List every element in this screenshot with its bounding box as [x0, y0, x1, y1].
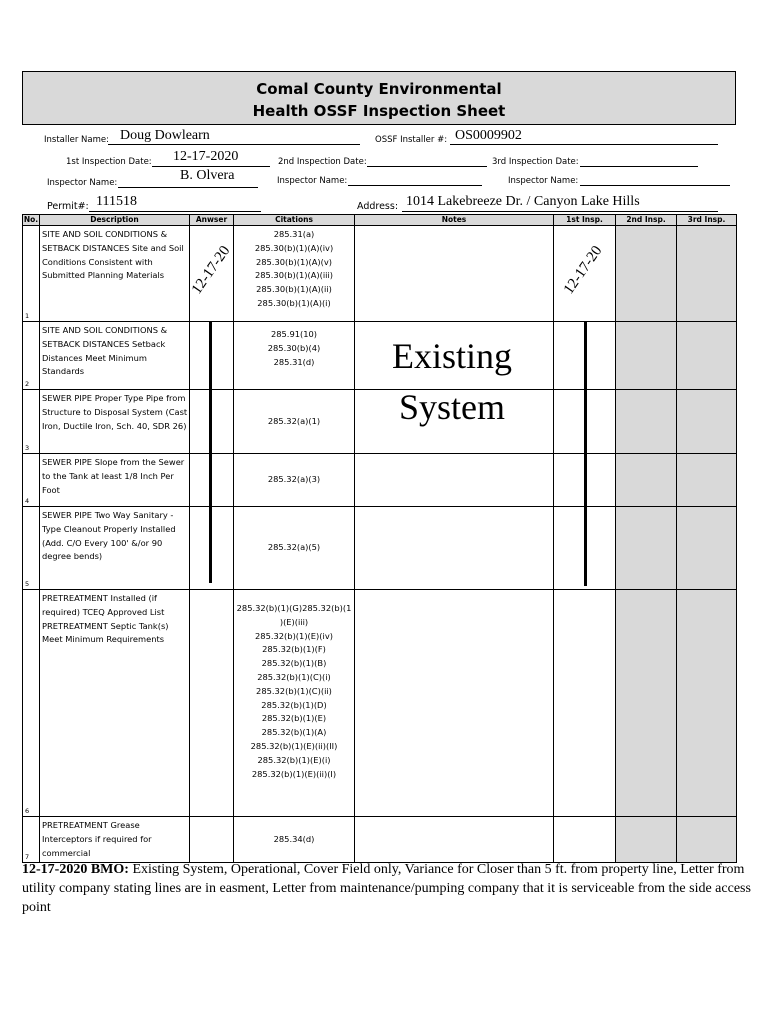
row-citations: [234, 322, 354, 369]
citation: 285.30(b)(1)(A)(ii): [256, 284, 332, 295]
insp1-cell[interactable]: [554, 590, 616, 817]
citation: 285.31(d): [273, 356, 315, 367]
row-description: SEWER PIPE Two Way Sanitary - Type Cleanout Properly Installed (Add. C/O Every 100' &/or 90 degree bends): [42, 510, 176, 562]
answer-line-mark: [209, 321, 212, 583]
table-row: [23, 226, 737, 322]
col-description: Description: [40, 215, 190, 226]
row-number: 4: [25, 497, 30, 505]
citation: 285.30(b)(1)(A)(iii): [254, 270, 334, 281]
citation: 285.32(b)(1)(B): [261, 658, 327, 669]
col-2nd-insp: 2nd Insp.: [616, 215, 677, 226]
insp-date-handwritten: 12-17-20: [560, 243, 606, 298]
citation: )(E)(iii): [279, 616, 309, 627]
citation: 285.34(d): [273, 833, 315, 844]
second-date-line: [367, 165, 487, 167]
address-value: 1014 Lakebreeze Dr. / Canyon Lake Hills: [406, 194, 640, 209]
insp3-cell[interactable]: [677, 226, 737, 322]
table-row: [23, 507, 737, 590]
inspector-value-1: B. Olvera: [180, 168, 235, 183]
citation: 285.32(b)(1)(E)(iv): [255, 630, 333, 641]
first-date-line: [152, 165, 270, 167]
citation: 285.32(a)(5): [267, 542, 321, 553]
insp2-cell[interactable]: [616, 322, 677, 390]
insp3-cell[interactable]: [677, 454, 737, 507]
row-description: SEWER PIPE Slope from the Sewer to the Tank at least 1/8 Inch Per Foot: [42, 457, 185, 495]
first-date-value: 12-17-2020: [173, 149, 239, 164]
citation: 285.32(a)(3): [267, 474, 321, 485]
second-date-label: 2nd Inspection Date:: [278, 157, 367, 167]
row-number: 3: [25, 444, 30, 452]
row-number: 7: [25, 853, 30, 861]
citation: 285.30(b)(1)(A)(i): [257, 297, 331, 308]
inspector-line-1: [118, 186, 258, 188]
row-citations: [234, 226, 354, 311]
row-citations: [234, 590, 354, 781]
insp2-cell[interactable]: [616, 390, 677, 454]
citation: 285.30(b)(1)(A)(iv): [254, 242, 334, 253]
insp2-cell[interactable]: [616, 590, 677, 817]
table-row: [23, 590, 737, 817]
citation: 285.32(b)(1)(E)(i): [257, 754, 331, 765]
notes-cell[interactable]: [355, 817, 554, 863]
citation: 285.91(10): [270, 329, 318, 339]
citation: 285.32(b)(1)(G)285.32(b)(1: [236, 603, 352, 613]
first-date-label: 1st Inspection Date:: [66, 157, 152, 167]
notes-date: 12-17-2020 BMO:: [22, 862, 129, 877]
third-date-line: [580, 165, 698, 167]
col-answer: Anwser: [190, 215, 234, 226]
citation: 285.32(b)(1)(C)(i): [257, 671, 331, 682]
insp2-cell[interactable]: [616, 817, 677, 863]
title-line-2: Health OSSF Inspection Sheet: [252, 102, 506, 120]
installer-name-label: Installer Name:: [44, 135, 109, 145]
insp2-cell[interactable]: [616, 454, 677, 507]
row-number: 5: [25, 580, 30, 588]
row-number: 6: [25, 807, 30, 815]
page-title: [22, 71, 736, 125]
citation: 285.30(b)(1)(A)(v): [255, 256, 333, 267]
installer-name-value: Doug Dowlearn: [120, 128, 210, 143]
citation: 285.31(a): [273, 229, 315, 239]
col-notes: Notes: [355, 215, 554, 226]
row-citations: [234, 473, 354, 487]
row-description: SITE AND SOIL CONDITIONS & SETBACK DISTANCES Site and Soil Conditions Consistent with Submitted Planning Materials: [42, 229, 184, 281]
row-description: SEWER PIPE Proper Type Pipe from Structure to Disposal System (Cast Iron, Ductile Iron, Sch. 40, SDR 26): [42, 393, 188, 431]
answer-cell[interactable]: [190, 590, 234, 817]
notes-cell[interactable]: [355, 590, 554, 817]
row-citations: [234, 415, 354, 429]
citation: 285.32(b)(1)(D): [261, 699, 327, 710]
notes-cell[interactable]: [355, 454, 554, 507]
col-3rd-insp: 3rd Insp.: [677, 215, 737, 226]
row-citations: [234, 541, 354, 555]
col-no: No.: [23, 215, 39, 224]
inspector-line-2: [348, 184, 482, 186]
row-number: 2: [25, 380, 30, 388]
table-row: [23, 817, 737, 863]
existing-handwritten: Existing: [391, 336, 512, 376]
address-label: Address:: [357, 201, 399, 212]
insp3-cell[interactable]: [677, 817, 737, 863]
notes-cell[interactable]: [355, 226, 554, 322]
permit-line: [89, 210, 261, 212]
row-number: 1: [25, 312, 30, 320]
citation: 285.30(b)(4): [267, 342, 321, 353]
inspector-label-3: Inspector Name:: [508, 176, 579, 186]
col-citations: Citations: [234, 215, 355, 226]
inspector-label-2: Inspector Name:: [277, 176, 348, 186]
insp3-cell[interactable]: [677, 390, 737, 454]
notes-body: Existing System, Operational, Cover Field only, Variance for Closer than 5 ft. from property line, Letter from utility company stating lines are in easment, Letter from maintenance/pumping company that it is serviceable from the side access point: [22, 862, 751, 915]
insp3-cell[interactable]: [677, 322, 737, 390]
system-handwritten: System: [398, 387, 505, 427]
title-line-1: Comal County Environmental: [256, 80, 502, 98]
insp3-cell[interactable]: [677, 590, 737, 817]
permit-label: Permit#:: [47, 201, 89, 212]
inspection-table: [22, 214, 737, 863]
citation: 285.32(b)(1)(E)(ii)(I): [251, 768, 337, 779]
row-description: SITE AND SOIL CONDITIONS & SETBACK DISTANCES Setback Distances Meet Minimum Standards: [42, 325, 168, 377]
table-row: [23, 454, 737, 507]
citation: 285.32(b)(1)(E): [261, 713, 327, 724]
insp1-cell[interactable]: [554, 817, 616, 863]
insp-line-mark: [584, 321, 587, 586]
citation: 285.32(b)(1)(A): [261, 727, 327, 738]
table-header-row: [23, 215, 737, 226]
citation: 285.32(b)(1)(E)(ii)(II): [250, 740, 338, 751]
row-description: PRETREATMENT Installed (if required) TCEQ Approved List PRETREATMENT Septic Tank(s) Meet Minimum Requirements: [42, 593, 169, 645]
insp2-cell[interactable]: [616, 507, 677, 590]
permit-value: 111518: [96, 194, 137, 209]
insp3-cell[interactable]: [677, 507, 737, 590]
citation: 285.32(b)(1)(C)(ii): [256, 685, 332, 696]
inspector-line-3: [580, 184, 730, 186]
answer-cell[interactable]: [190, 817, 234, 863]
citation: 285.32(b)(1)(F): [262, 644, 326, 655]
notes-cell[interactable]: [355, 507, 554, 590]
ossf-installer-value: OS0009902: [455, 128, 522, 143]
col-1st-insp: 1st Insp.: [554, 215, 616, 226]
address-line: [402, 210, 718, 212]
row-description: PRETREATMENT Grease Interceptors if required for commercial: [42, 820, 152, 858]
citation: 285.32(a)(1): [267, 415, 321, 426]
answer-date-handwritten: 12-17-20: [188, 243, 234, 298]
insp2-cell[interactable]: [616, 226, 677, 322]
row-citations: [234, 833, 354, 847]
third-date-label: 3rd Inspection Date:: [492, 157, 579, 167]
inspector-label-1: Inspector Name:: [47, 178, 118, 188]
ossf-installer-label: OSSF Installer #:: [375, 135, 448, 145]
inspection-notes: [22, 860, 752, 917]
